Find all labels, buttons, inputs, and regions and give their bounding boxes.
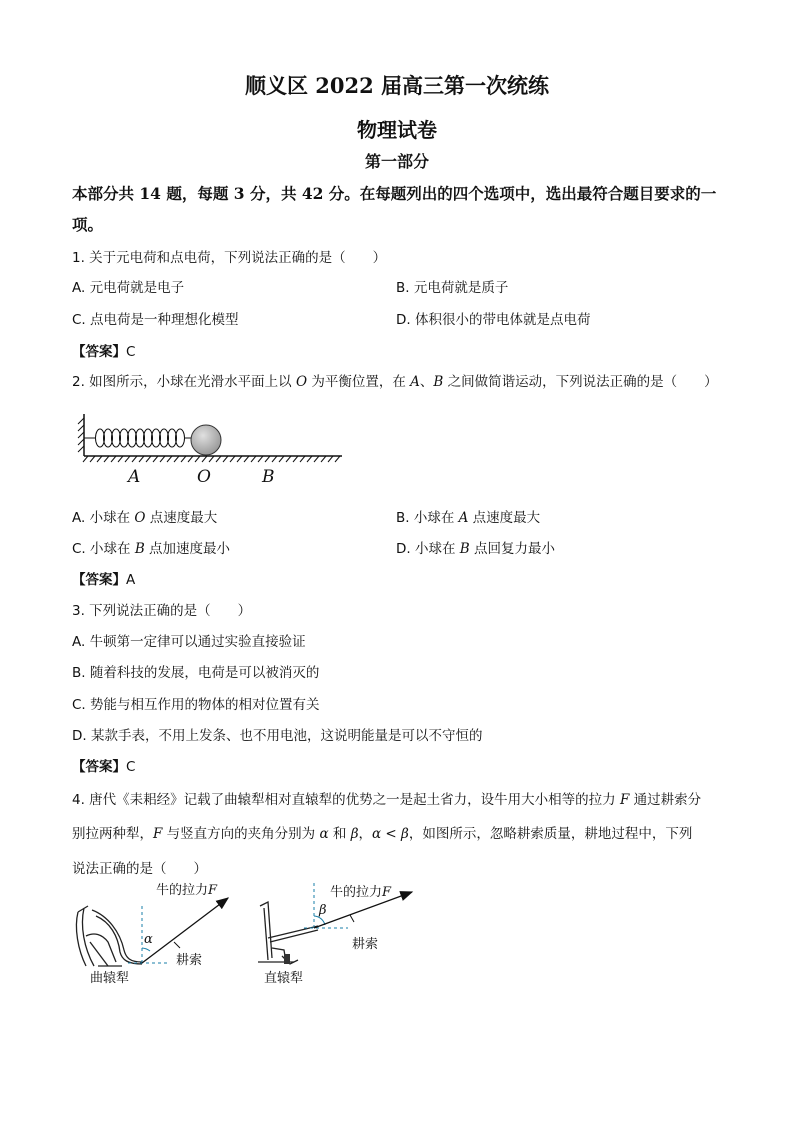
question-3-stem: 3. 下列说法正确的是（ ） [72, 603, 252, 619]
floor-hatch-line [139, 456, 144, 462]
floor-hatch-line [104, 456, 109, 462]
var-a: A [410, 374, 420, 390]
right-caption: 直辕犁 [264, 971, 304, 986]
floor-hatch-line [251, 456, 256, 462]
floor-hatch-line [216, 456, 221, 462]
question-2-option-d: D. 小球在 B 点回复力最小 [396, 541, 555, 557]
floor-hatch-line [244, 456, 249, 462]
part-title: 第一部分 [364, 152, 429, 171]
question-1-option-d: D. 体积很小的带电体就是点电荷 [396, 312, 591, 328]
stem-text: 、 [419, 374, 434, 390]
answer-value: A [126, 572, 136, 588]
left-caption: 曲辕犁 [90, 971, 130, 986]
question-3-option-a: A. 牛顿第一定律可以通过实验直接验证 [72, 634, 306, 650]
floor-hatch-line [90, 456, 95, 462]
floor-hatch-line [314, 456, 319, 462]
right-force-label: 牛的拉力F [330, 885, 392, 900]
floor-hatch-line [293, 456, 298, 462]
floor-hatch-line [300, 456, 305, 462]
question-2-stem [72, 370, 718, 390]
question-4-stem-line1: 4. 唐代《耒耜经》记载了曲辕犁相对直辕犁的优势之一是起土省力，设牛用大小相等的拉力 F 通过耕索分 [72, 792, 702, 808]
beta-symbol: β [319, 903, 327, 918]
question-3-option-c: C. 势能与相互作用的物体的相对位置有关 [72, 697, 320, 713]
question-3-option-d: D. 某款手表，不用上发条、也不用电池，这说明能量是可以不守恒的 [72, 728, 483, 744]
plough-figure [68, 876, 428, 991]
stem-text: 2. 如图所示，小球在光滑水平面上以 [72, 374, 296, 390]
answer-label: 【答案】 [72, 344, 126, 360]
floor-hatch-line [195, 456, 200, 462]
floor-hatch-line [328, 456, 333, 462]
var-o: O [295, 374, 308, 390]
question-2-option-a: A. 小球在 O 点速度最大 [72, 510, 218, 526]
question-4-stem-line3: 说法正确的是（ ） [72, 861, 207, 877]
floor-hatch-line [83, 456, 88, 462]
spring-oscillator-figure [70, 408, 350, 488]
question-3-answer [72, 755, 135, 775]
question-2-option-b: B. 小球在 A 点速度最大 [396, 510, 541, 526]
floor-hatch-line [125, 456, 130, 462]
floor-hatch-line [307, 456, 312, 462]
subject-title: 物理试卷 [357, 118, 437, 142]
floor-hatch-line [272, 456, 277, 462]
floor-hatch-line [279, 456, 284, 462]
left-force-label: 牛的拉力F [156, 883, 218, 898]
floor-hatch-line [111, 456, 116, 462]
question-1-option-c: C. 点电荷是一种理想化模型 [72, 312, 239, 328]
floor-hatch-line [202, 456, 207, 462]
floor-hatch-line [335, 456, 340, 462]
answer-label: 【答案】 [72, 572, 126, 588]
floor-hatch-line [321, 456, 326, 462]
stem-text: 之间做简谐运动，下列说法正确的是（ ） [443, 374, 718, 390]
question-1-answer [72, 340, 135, 360]
instructions-line1: 本部分共 14 题，每题 3 分，共 42 分。在每题列出的四个选项中，选出最符合题目要求的一 [72, 184, 717, 203]
answer-value: C [126, 759, 136, 775]
curved-plough [76, 906, 142, 966]
question-1-option-b: B. 元电荷就是质子 [396, 280, 509, 296]
label-b: B [262, 467, 275, 487]
answer-value: C [126, 344, 136, 360]
left-rope-label: 耕索 [176, 953, 203, 968]
exam-title: 顺义区 2022 届高三第一次统练 [244, 73, 550, 98]
question-4-stem-line2: 别拉两种犁，F 与竖直方向的夹角分别为 α 和 β，α < β，如图所示，忽略耕索质量，耕地过程中，下列 [72, 826, 693, 842]
floor-hatch-line [230, 456, 235, 462]
label-a: A [128, 467, 141, 487]
floor-hatch-line [181, 456, 186, 462]
instructions-line2: 项。 [72, 215, 104, 234]
floor-hatch-line [258, 456, 263, 462]
floor-hatch-line [167, 456, 172, 462]
label-o: O [197, 467, 211, 487]
var-b: B [433, 374, 444, 390]
alpha-symbol: α [144, 932, 153, 947]
answer-label: 【答案】 [72, 759, 126, 775]
floor-hatch-line [160, 456, 165, 462]
floor-hatch-line [97, 456, 102, 462]
question-2-answer [72, 568, 135, 588]
floor-hatch-line [118, 456, 123, 462]
stem-text: 为平衡位置，在 [307, 374, 411, 390]
floor-hatch-line [153, 456, 158, 462]
floor-hatch-line [237, 456, 242, 462]
floor-hatch-line [286, 456, 291, 462]
floor-hatch-line [174, 456, 179, 462]
left-angle-arc [142, 948, 150, 951]
floor-hatch-line [146, 456, 151, 462]
floor-hatch-line [132, 456, 137, 462]
floor-hatch-line [265, 456, 270, 462]
question-3-option-b: B. 随着科技的发展，电荷是可以被消灭的 [72, 665, 320, 681]
floor-hatch-line [223, 456, 228, 462]
floor-hatch-line [209, 456, 214, 462]
question-1-stem: 1. 关于元电荷和点电荷，下列说法正确的是（ ） [72, 250, 387, 266]
floor-hatch-line [188, 456, 193, 462]
right-rope-label: 耕索 [352, 937, 379, 952]
question-1-option-a: A. 元电荷就是电子 [72, 280, 185, 296]
question-2-option-c: C. 小球在 B 点加速度最小 [72, 541, 231, 557]
